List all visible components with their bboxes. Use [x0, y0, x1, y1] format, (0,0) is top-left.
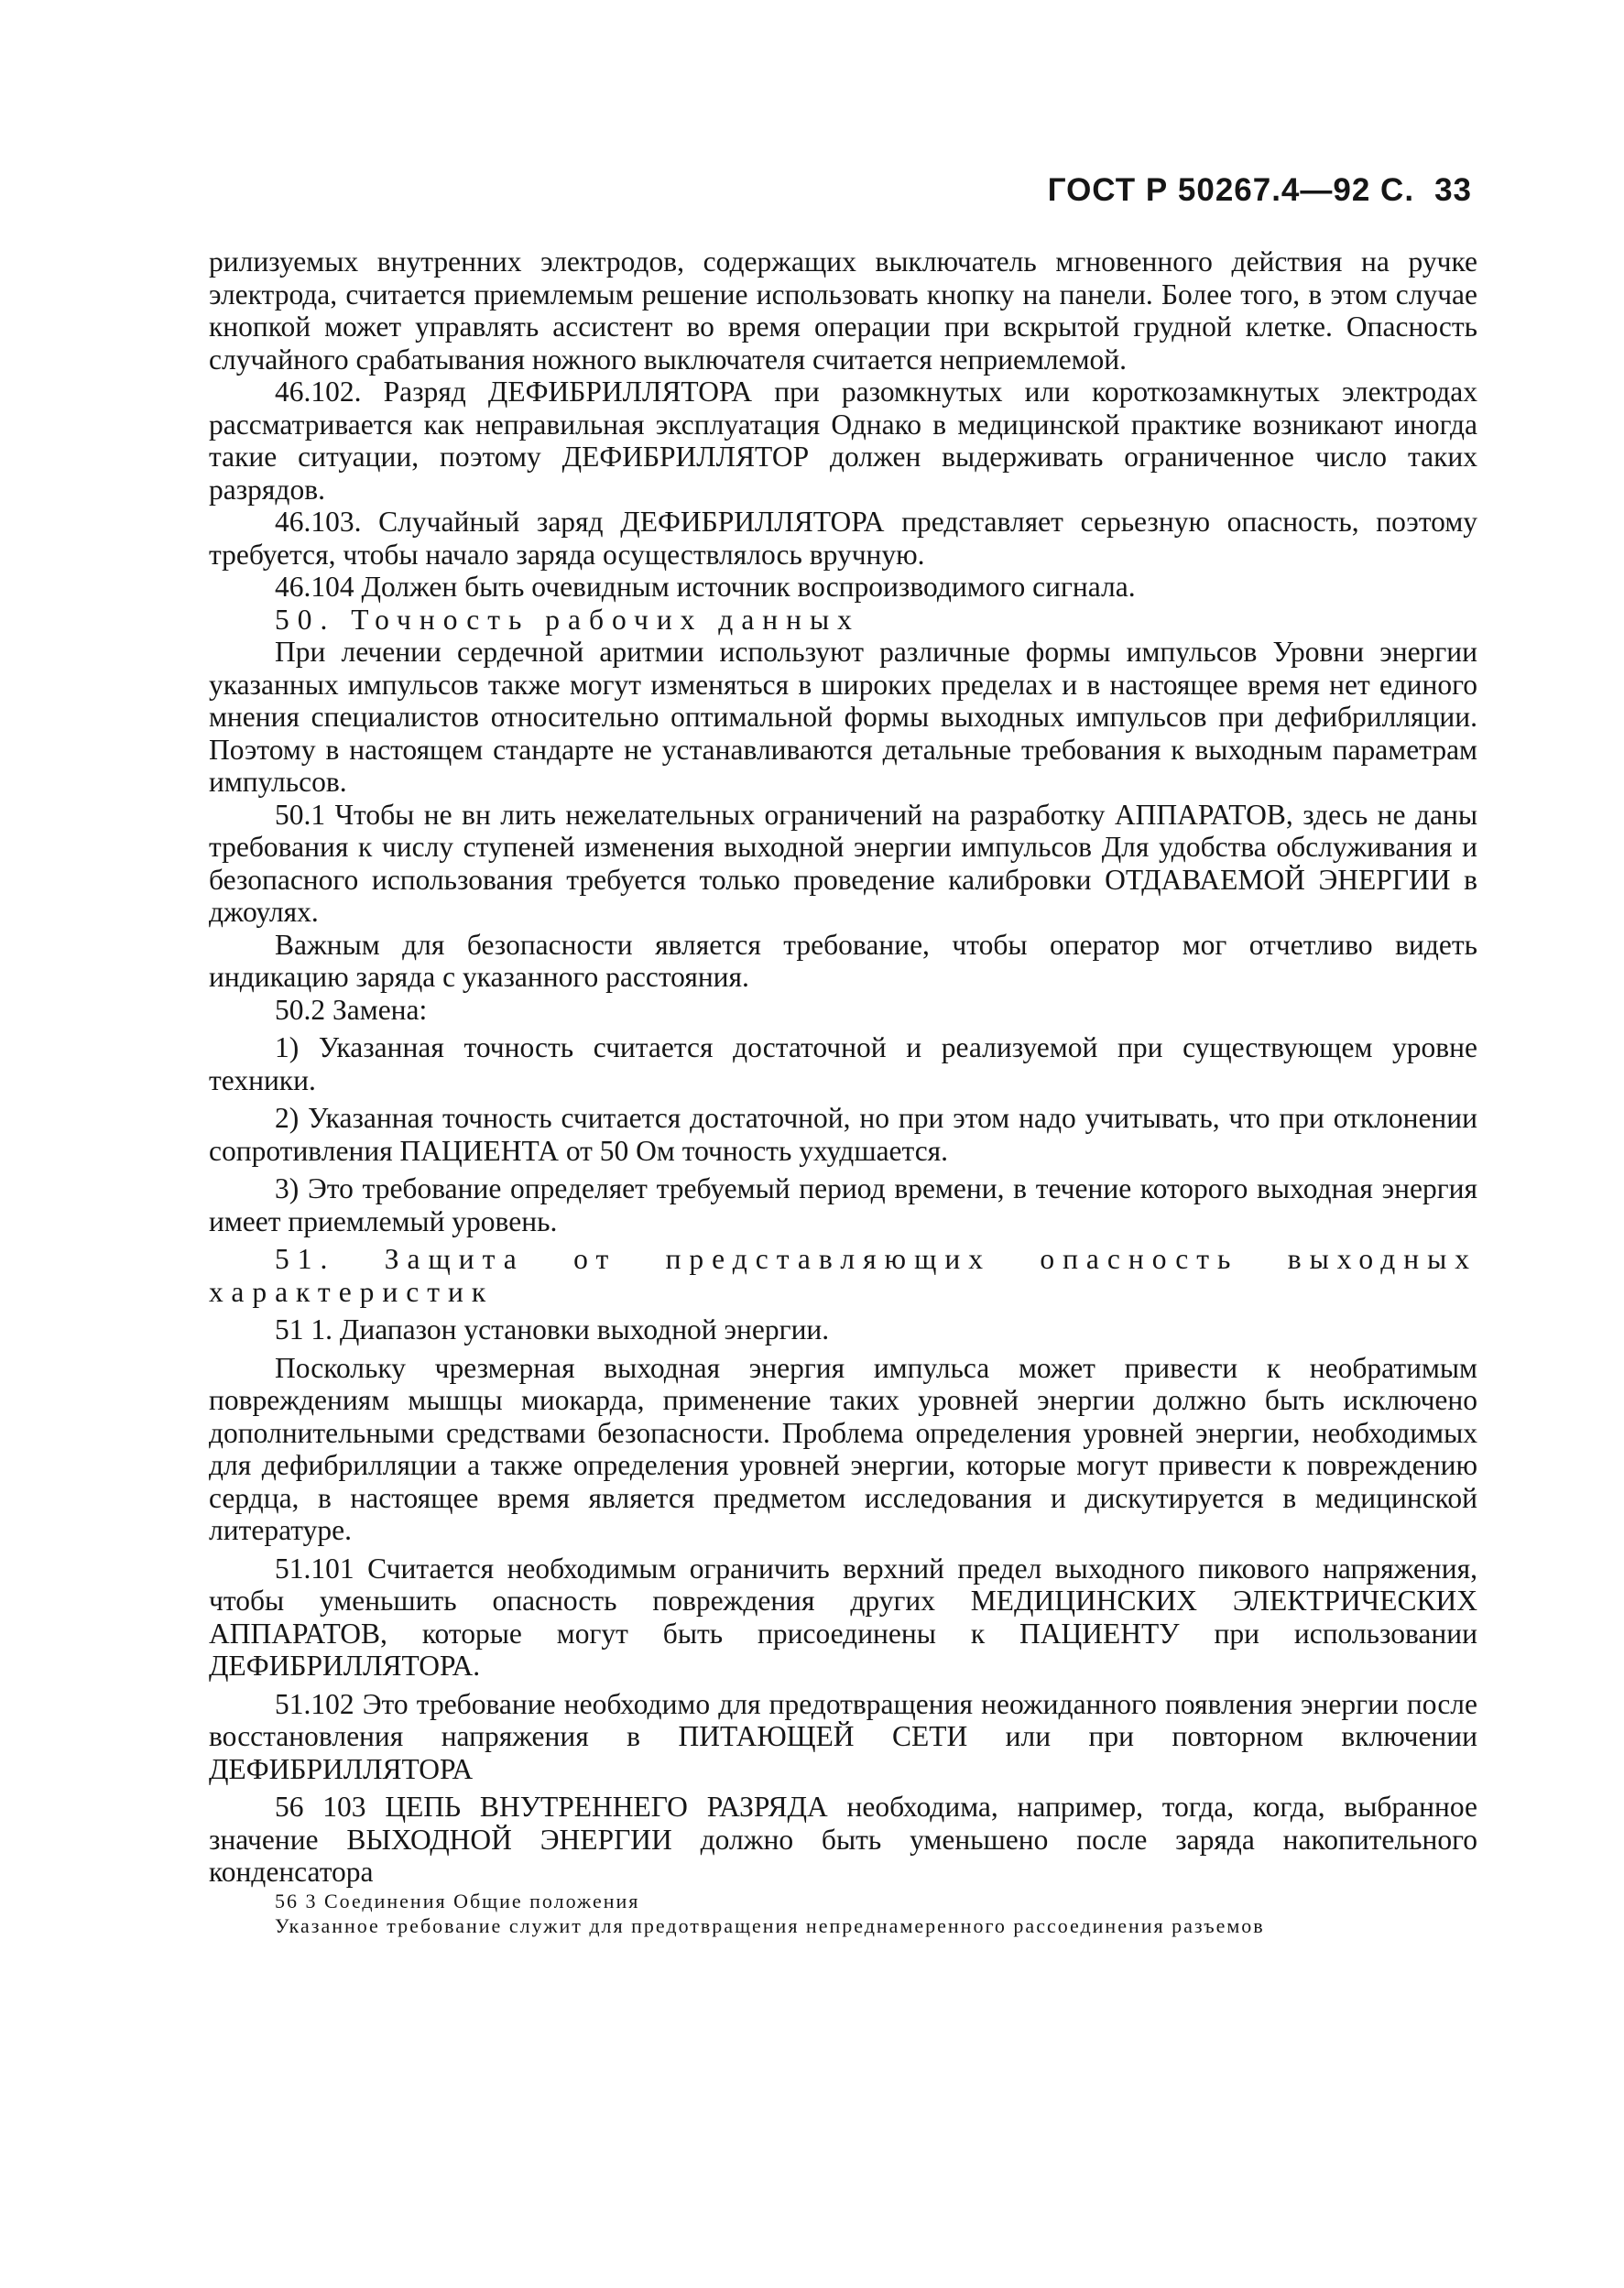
paragraph-56-3: 56 3 Соединения Общие положения — [275, 1889, 640, 1912]
paragraph-46-104: 46.104 Должен быть очевидным источник воспроизводимого сигнала. — [275, 571, 1136, 603]
section-heading-51: 51. Защита от представляющих опасность выходных характеристик — [209, 1243, 1477, 1308]
paragraph-51-1: 51 1. Диапазон установки выходной энергии. — [275, 1313, 830, 1346]
paragraph-continuation: рилизуемых внутренних электродов, содержащих выключатель мгновенного действия на ручке электрода, считается приемлемым решение использовать кнопку на панели. Более того, в этом случае кнопкой может управлять ассистент во время операции при вскрытой грудной клетке. Опасность случайного срабатывания ножного выключателя считается неприемлемой. — [209, 245, 1477, 376]
paragraph-50-intro: При лечении сердечной аритмии используют различные формы импульсов Уровни энергии указанных импульсов также могут изменяться в широких пределах и в настоящее время нет единого мнения специалистов относительно оптимальной формы выходных импульсов при дефибрилляции. Поэтому в настоящем стандарте не устанавливаются детальные требования к выходным параметрам импульсов. — [209, 636, 1477, 798]
paragraph-46-102: 46.102. Разряд ДЕФИБРИЛЛЯТОРА при разомкнутых или короткозамкнутых электродах рассматривается как неправильная эксплуатация Однако в медицинской практике возникают иногда такие ситуации, поэтому ДЕФИБРИЛЛЯТОР должен выдерживать ограниченное число таких разрядов. — [209, 376, 1477, 506]
paragraph-50-1-safety: Важным для безопасности является требование, чтобы оператор мог отчетливо видеть индикацию заряда с указанного расстояния. — [209, 928, 1477, 993]
paragraph-56-3-body: Указанное требование служит для предотвращения непреднамеренного рассоединения разъемов — [275, 1913, 1265, 1937]
list-item-2: 2) Указанная точность считается достаточной, но при этом надо учитывать, что при отклонении сопротивления ПАЦИЕНТА от 50 Ом точность ухудшается. — [209, 1102, 1477, 1167]
section-heading-50: 50. Точность рабочих данных — [275, 603, 860, 636]
paragraph-50-2: 50.2 Замена: — [275, 993, 428, 1026]
paragraph-51-1-body: Поскольку чрезмерная выходная энергия импульса может привести к необратимым повреждениям мышцы миокарда, применение таких уровней энергии должно быть исключено дополнительными средствами безопасности. Проблема определения уровней энергии, необходимых для дефибрилляции а также определения уровней энергии, которые могут привести к повреждению сердца, в настоящее время является предметом исследования и дискутируется в медицинской литературе. — [209, 1351, 1477, 1546]
paragraph-46-103: 46.103. Случайный заряд ДЕФИБРИЛЛЯТОРА представляет серьезную опасность, поэтому требуется, чтобы начало заряда осуществлялось вручную. — [209, 506, 1477, 571]
paragraph-50-1: 50.1 Чтобы не вн лить нежелательных ограничений на разработку АППАРАТОВ, здесь не даны требования к числу ступеней изменения выходной энергии импульсов Для удобства обслуживания и безопасного использования требуется только проведение калибровки ОТДАВАЕМОЙ ЭНЕРГИИ в джоулях. — [209, 798, 1477, 928]
list-item-3: 3) Это требование определяет требуемый период времени, в течение которого выходная энергия имеет приемлемый уровень. — [209, 1172, 1477, 1237]
page-number: 33 — [1434, 172, 1472, 208]
paragraph-51-102: 51.102 Это требование необходимо для предотвращения неожиданного появления энергии после восстановления напряжения в ПИТАЮЩЕЙ СЕТИ или при повторном включении ДЕФИБРИЛЛЯТОРА — [209, 1687, 1477, 1785]
document-body — [209, 245, 1477, 1938]
list-item-1: 1) Указанная точность считается достаточной и реализуемой при существующем уровне техники. — [209, 1031, 1477, 1096]
paragraph-51-101: 51.101 Считается необходимым ограничить верхний предел выходного пикового напряжения, чтобы уменьшить опасность повреждения других МЕДИЦИНСКИХ ЭЛЕКТРИЧЕСКИХ АППАРАТОВ, которые могут быть присоединены к ПАЦИЕНТУ при использовании ДЕФИБРИЛЛЯТОРА. — [209, 1552, 1477, 1682]
paragraph-56-103: 56 103 ЦЕПЬ ВНУТРЕННЕГО РАЗРЯДА необходима, например, тогда, когда, выбранное значение ВЫХОДНОЙ ЭНЕРГИИ должно быть уменьшено после заряда накопительного конденсатора — [209, 1791, 1477, 1888]
page-header — [1048, 172, 1472, 209]
standard-designation: ГОСТ Р 50267.4—92 С. — [1047, 172, 1415, 208]
